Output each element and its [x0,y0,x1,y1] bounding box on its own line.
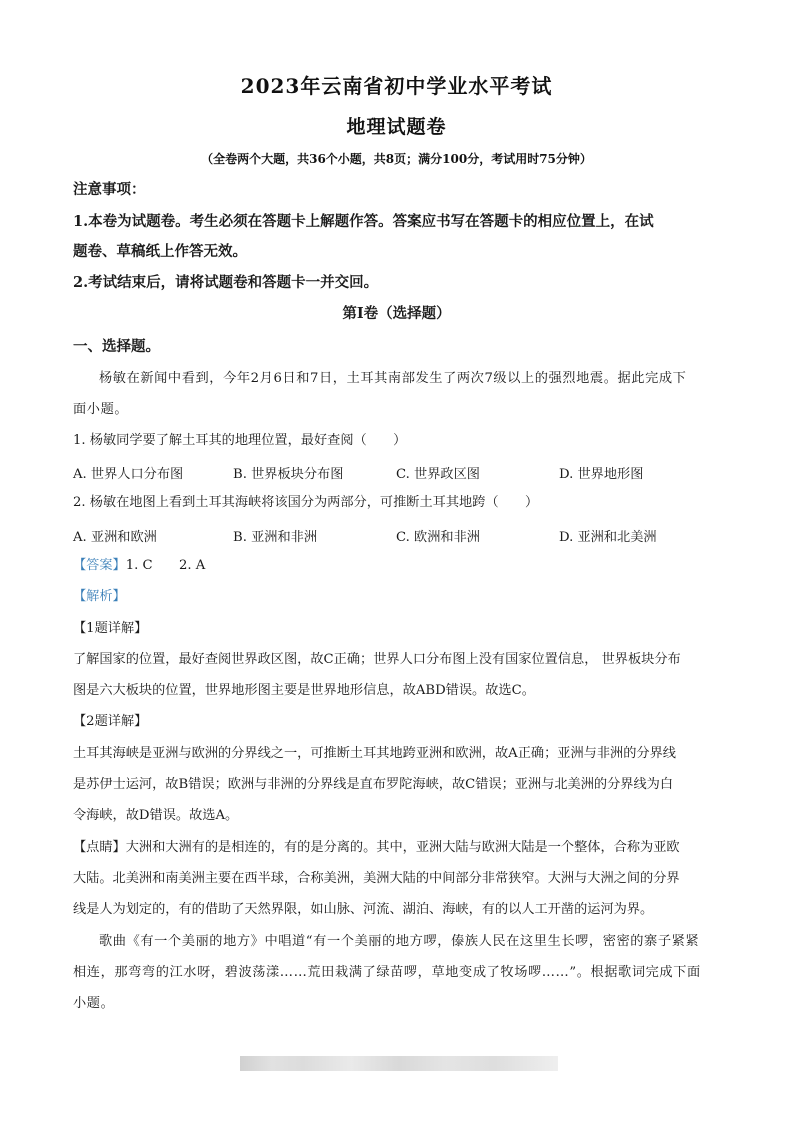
answer-row [73,557,723,575]
section-heading: 一、选择题。 [73,338,160,355]
analysis-label: 【解析】 [73,589,126,604]
tip-line-3: 线是人为划定的，有的借助了天然界限，如山脉、河流、湖泊、海峡，有的以人工开凿的运河为界。 [73,902,654,917]
detail-2-line-1: 土耳其海峡是亚洲与欧洲的分界线之一，可推断土耳其地跨亚洲和欧洲，故A正确；亚洲与非洲的分界线 [73,746,676,761]
detail-1-line-2: 图是六大板块的位置，世界地形图主要是世界地形信息，故ABD错误。故选C。 [73,683,535,698]
group1-stem-line-2: 面小题。 [73,402,129,417]
detail-2-line-3: 令海峡，故D错误。故选A。 [73,808,239,823]
tip-line-1: 【点睛】大洲和大洲有的是相连的，有的是分离的。其中，亚洲大陆与欧洲大陆是一个整体，合称为亚欧 [73,840,680,855]
detail-2-line-2: 是苏伊士运河，故B错误；欧洲与非洲的分界线是直布罗陀海峡，故C错误；亚洲与北美洲的分界线为白 [73,777,674,792]
q2-option-c: C. 欧洲和非洲 [396,530,480,545]
notice-item-1-line-1: 1.本卷为试题卷。考生必须在答题卡上解题作答。答案应书写在答题卡的相应位置上，在试 [73,213,654,230]
q1-option-c: C. 世界政区图 [396,467,480,482]
q2-option-b: B. 亚洲和非洲 [233,530,318,545]
notice-item-2: 2.考试结束后，请将试题卷和答题卡一并交回。 [73,274,379,291]
q2-option-d: D. 亚洲和北美洲 [559,530,657,545]
detail-2-heading: 【2题详解】 [73,714,148,729]
exam-info: （全卷两个大题，共36个小题，共8页；满分100分，考试用时75分钟） [201,152,592,166]
notice-heading: 注意事项： [73,181,146,198]
group2-stem-line-1: 歌曲《有一个美丽的地方》中唱道“有一个美丽的地方啰，傣族人民在这里生长啰，密密的寨子紧紧 [99,934,700,949]
detail-1-line-1: 了解国家的位置，最好查阅世界政区图，故C正确；世界人口分布图上没有国家位置信息， 世界板块分布 [73,652,681,667]
q1-option-d: D. 世界地形图 [559,467,644,482]
q2-option-a: A. 亚洲和欧洲 [73,530,157,545]
tip-line-2: 大陆。北美洲和南美洲主要在西半球，合称美洲，美洲大陆的中间部分非常狭窄。大洲与大洲之间的分界 [73,871,680,886]
question-1: 1. 杨敏同学要了解土耳其的地理位置，最好查阅（ ） [73,433,407,448]
notice-item-1-line-2: 题卷、草稿纸上作答无效。 [73,243,247,260]
question-2: 2. 杨敏在地图上看到土耳其海峡将该国分为两部分，可推断土耳其地跨（ ） [73,495,539,510]
q1-option-a: A. 世界人口分布图 [73,467,184,482]
group2-stem-line-2: 相连，那弯弯的江水呀，碧波荡漾……荒田栽满了绿苗啰，草地变成了牧场啰……”。根据歌词完成下面 [73,965,701,980]
group1-stem-line-1: 杨敏在新闻中看到，今年2月6日和7日，土耳其南部发生了两次7级以上的强烈地震。据此完成下 [99,371,687,386]
exam-subtitle: 地理试题卷 [346,116,447,138]
part-heading: 第Ⅰ卷（选择题） [342,305,451,322]
answer-text: 1. C 2. A [125,558,206,573]
detail-1-heading: 【1题详解】 [73,621,148,636]
group2-stem-line-3: 小题。 [73,996,115,1011]
q1-option-b: B. 世界板块分布图 [233,467,344,482]
blurred-footer-watermark [240,1056,558,1071]
answer-label: 【答案】 [73,558,126,573]
exam-title: 2023年云南省初中学业水平考试 [240,74,553,98]
